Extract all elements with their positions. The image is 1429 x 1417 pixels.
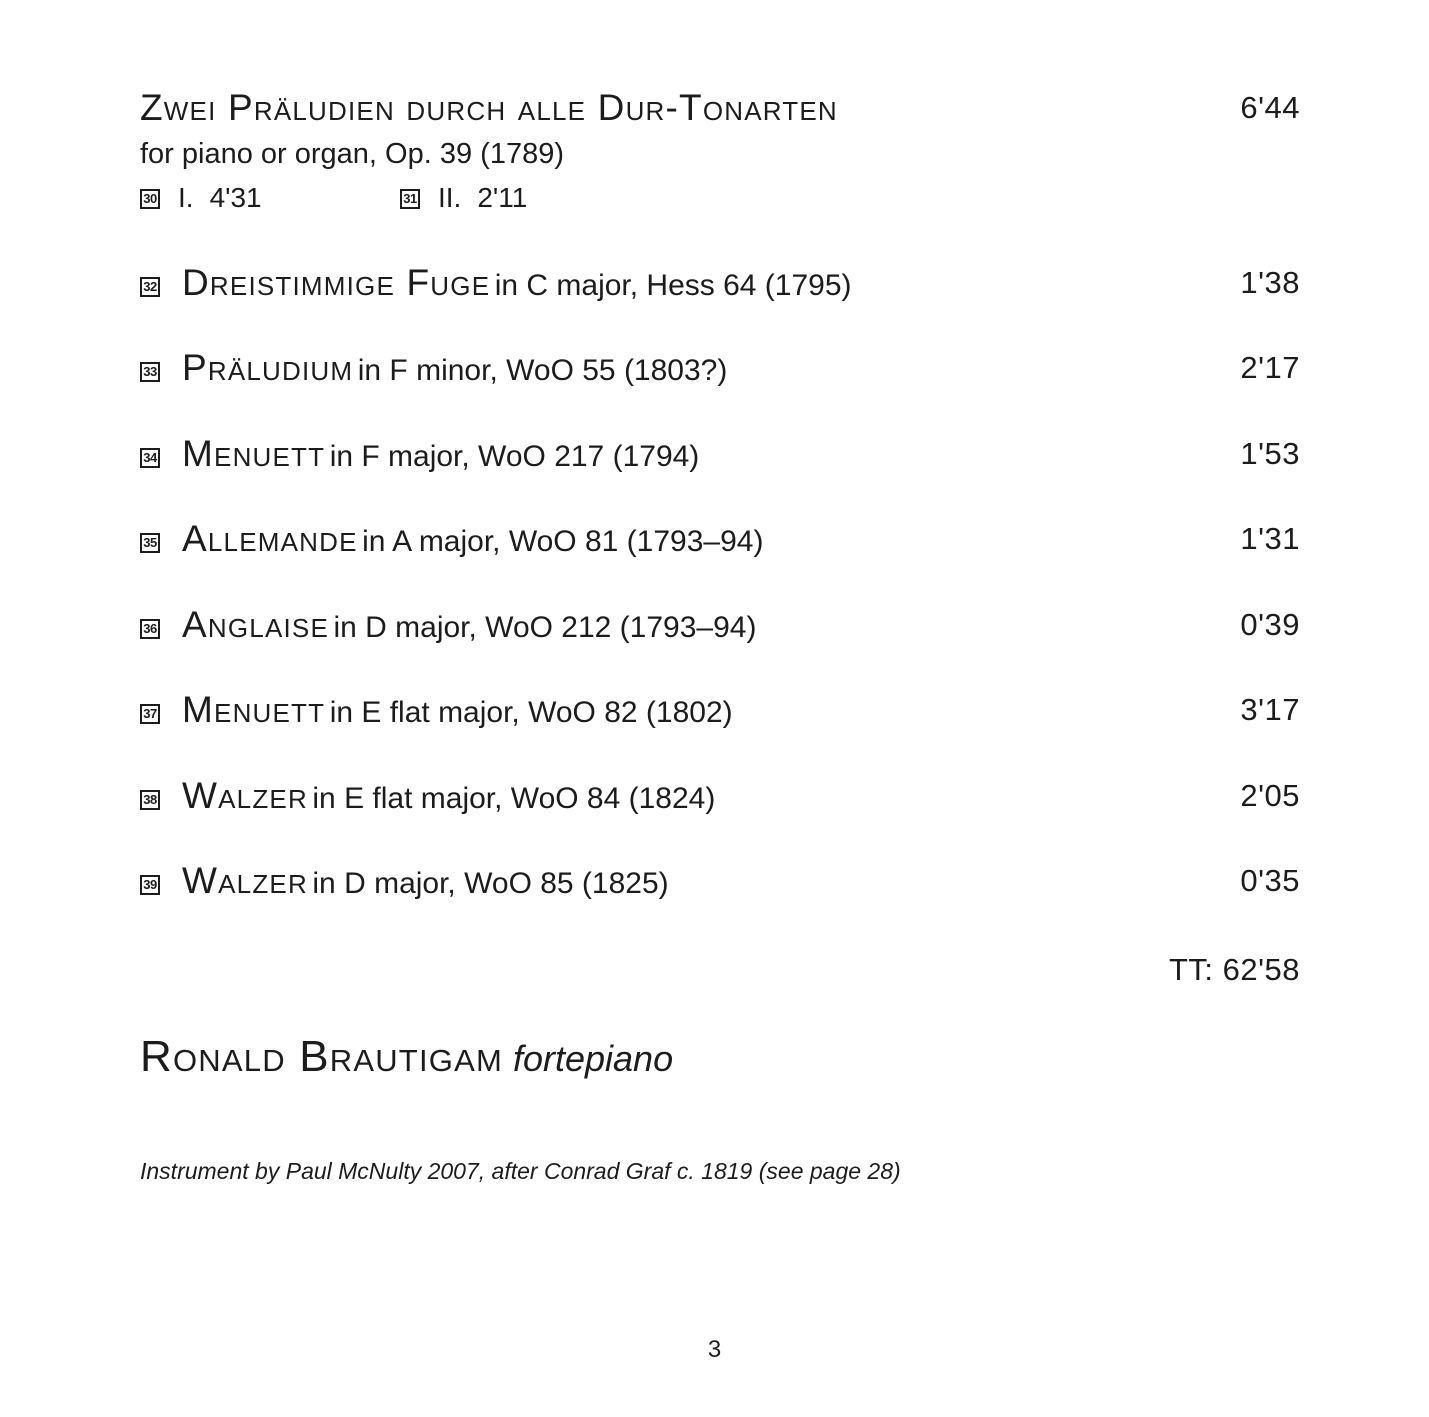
track-title-line bbox=[140, 346, 727, 398]
track-number-badge: 34 bbox=[140, 448, 160, 468]
track-row bbox=[140, 774, 1300, 818]
track-number-badge: 31 bbox=[400, 189, 420, 209]
movement-label: II. bbox=[438, 182, 462, 213]
track-duration: 0'35 bbox=[1240, 863, 1300, 898]
track-duration: 3'17 bbox=[1240, 692, 1300, 727]
track-description: in E flat major, WoO 84 (1824) bbox=[312, 782, 716, 815]
movement-item bbox=[140, 180, 262, 216]
movement-duration: 4'31 bbox=[209, 182, 262, 213]
track-title: Allemande bbox=[182, 518, 358, 559]
track-title: Dreistimmige Fuge bbox=[182, 262, 491, 303]
track-description: in F minor, WoO 55 (1803?) bbox=[357, 354, 728, 387]
track-duration: 1'31 bbox=[1240, 521, 1300, 556]
track-number-badge: 33 bbox=[140, 362, 160, 382]
track-duration: 2'17 bbox=[1240, 350, 1300, 385]
track-row bbox=[140, 603, 1300, 647]
track-number-badge: 37 bbox=[140, 704, 160, 724]
track-row bbox=[140, 517, 1300, 561]
track-description: in F major, WoO 217 (1794) bbox=[329, 440, 700, 473]
instrument-note: Instrument by Paul McNulty 2007, after Conrad Graf c. 1819 (see page 28) bbox=[140, 1158, 901, 1184]
movement-item bbox=[400, 180, 527, 216]
performer-name: Ronald Brautigam bbox=[140, 1032, 503, 1081]
work-header-row bbox=[140, 86, 1300, 130]
track-description: in D major, WoO 85 (1825) bbox=[312, 867, 669, 900]
track-number-badge: 35 bbox=[140, 533, 160, 553]
track-row bbox=[140, 346, 1300, 390]
track-number-badge: 30 bbox=[140, 189, 160, 209]
performer-credit bbox=[140, 1030, 673, 1094]
page-number: 3 bbox=[707, 1336, 722, 1363]
track-description: in C major, Hess 64 (1795) bbox=[494, 269, 852, 302]
work-title-line bbox=[140, 86, 838, 138]
total-time: TT: 62'58 bbox=[1168, 952, 1300, 987]
track-title: Menuett bbox=[182, 433, 326, 474]
track-description: in A major, WoO 81 (1793–94) bbox=[362, 525, 764, 558]
track-title-line bbox=[140, 517, 763, 569]
track-title-line bbox=[140, 688, 733, 740]
track-row bbox=[140, 859, 1300, 903]
track-duration: 0'39 bbox=[1240, 607, 1300, 642]
movement-label: I. bbox=[178, 182, 194, 213]
track-title-line bbox=[140, 774, 715, 826]
track-title-line bbox=[140, 603, 756, 655]
movement-duration: 2'11 bbox=[477, 182, 528, 213]
track-title-line bbox=[140, 432, 699, 484]
track-number-badge: 32 bbox=[140, 277, 160, 297]
movement-list bbox=[140, 180, 740, 216]
track-duration: 2'05 bbox=[1240, 778, 1300, 813]
track-duration: 1'38 bbox=[1240, 265, 1300, 300]
track-number-badge: 39 bbox=[140, 875, 160, 895]
track-title: Walzer bbox=[182, 775, 308, 816]
track-title: Präludium bbox=[182, 347, 354, 388]
track-row bbox=[140, 261, 1300, 305]
track-number-badge: 38 bbox=[140, 790, 160, 810]
track-row bbox=[140, 688, 1300, 732]
performer-instrument: fortepiano bbox=[512, 1038, 674, 1079]
track-title: Walzer bbox=[182, 860, 308, 901]
track-description: in E flat major, WoO 82 (1802) bbox=[329, 696, 733, 729]
track-row bbox=[140, 432, 1300, 476]
work-title: Zwei Präludien durch alle Dur-Tonarten bbox=[140, 87, 838, 128]
work-duration: 6'44 bbox=[1240, 90, 1300, 125]
track-duration: 1'53 bbox=[1240, 436, 1300, 471]
track-title-line bbox=[140, 261, 852, 313]
work-subtitle: for piano or organ, Op. 39 (1789) bbox=[140, 138, 564, 170]
track-title: Anglaise bbox=[182, 604, 329, 645]
track-title-line bbox=[140, 859, 669, 911]
track-title: Menuett bbox=[182, 689, 326, 730]
track-number-badge: 36 bbox=[140, 619, 160, 639]
track-description: in D major, WoO 212 (1793–94) bbox=[333, 611, 757, 644]
